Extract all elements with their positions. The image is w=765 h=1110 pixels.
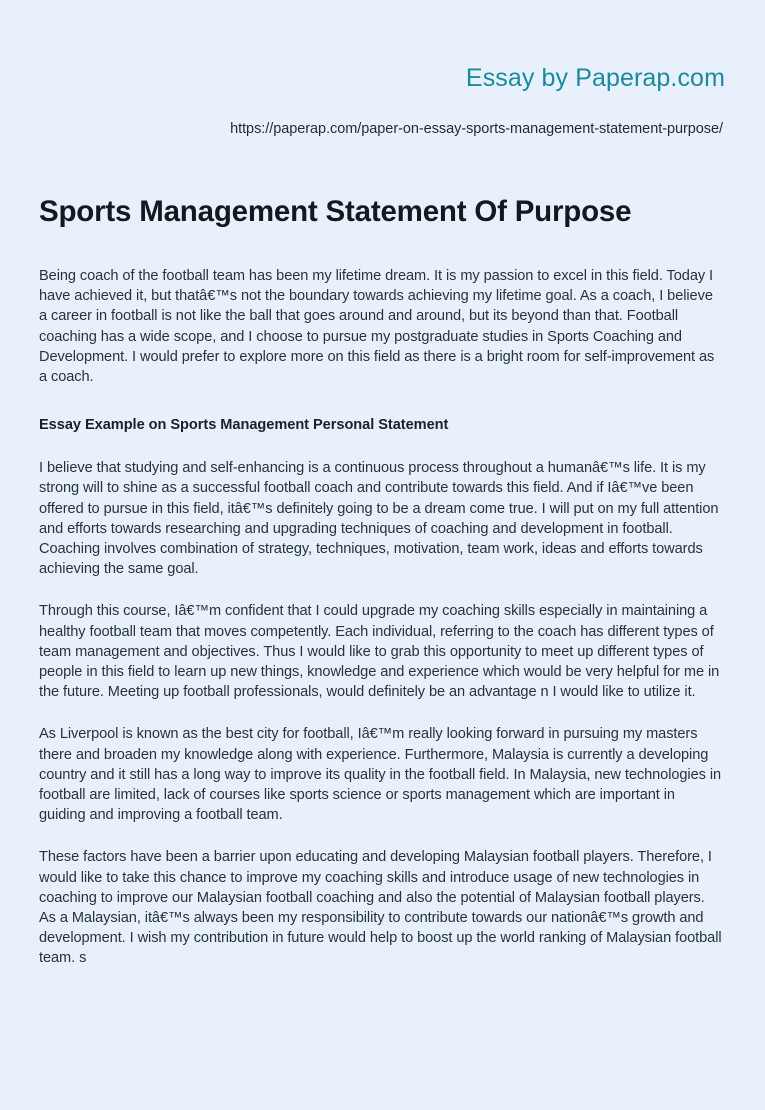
article-paragraph-1: Being coach of the football team has been my lifetime dream. It is my passion to excel in this field. Today I have achieved it, but thatâ€™s not the boundary towards achieving my lifetime goal. As a coach, I believe a career in football is not like the ball that goes around and around, but its beyond than that. Football coaching has a wide scope, and I choose to pursue my postgraduate studies in Sports Coaching and Development. I would prefer to explore more on this field as there is a bright room for self-improvement as a coach.: [39, 268, 715, 386]
article-body: [0, 139, 765, 969]
page-title: Sports Management Statement Of Purpose: [39, 195, 632, 228]
source-url-link[interactable]: https://paperap.com/paper-on-essay-sports-management-statement-purpose/: [230, 121, 723, 137]
site-brand-title: Essay by Paperap.com: [465, 64, 725, 92]
site-header: [0, 0, 765, 94]
article-subheading: Essay Example on Sports Management Personal Statement: [39, 417, 449, 434]
source-url-row: [0, 94, 765, 139]
article-paragraph-4: As Liverpool is known as the best city for football, Iâ€™m really looking forward in pursuing my masters there and broaden my knowledge along with experience. Furthermore, Malaysia is currently a developing country and it still has a long way to improve its quality in the football field. In Malaysia, new technologies in football are limited, lack of courses like sports science or sports management which are important in guiding and improving a football team.: [39, 726, 722, 824]
article-paragraph-2: I believe that studying and self-enhancing is a continuous process throughout a humanâ€™s life. It is my strong will to shine as a successful football coach and contribute towards this field. And if Iâ€™ve been offered to pursue in this field, itâ€™s definitely going to be a dream come true. I will put on my full attention and efforts towards researching and upgrading techniques of coaching and development in football. Coaching involves combination of strategy, techniques, motivation, team work, ideas and efforts towards achieving the same goal.: [39, 460, 719, 578]
article-paragraph-5: These factors have been a barrier upon educating and developing Malaysian football players. Therefore, I would like to take this chance to improve my coaching skills and introduce usage of new technologies in coaching to improve our Malaysian football coaching and also the potential of Malaysian football players. As a Malaysian, itâ€™s always been my responsibility to contribute towards our nationâ€™s growth and development. I wish my contribution in future would help to boost up the world ranking of Malaysian football team. s: [39, 849, 722, 967]
article-paragraph-3: Through this course, Iâ€™m confident that I could upgrade my coaching skills especially in maintaining a healthy football team that moves competently. Each individual, referring to the coach has different types of team management and objectives. Thus I would like to grab this opportunity to meet up different types of people in this field to learn up new things, knowledge and experience which would be very helpful for me in the future. Meeting up football professionals, would definitely be an advantage n I would like to utilize it.: [39, 603, 720, 701]
